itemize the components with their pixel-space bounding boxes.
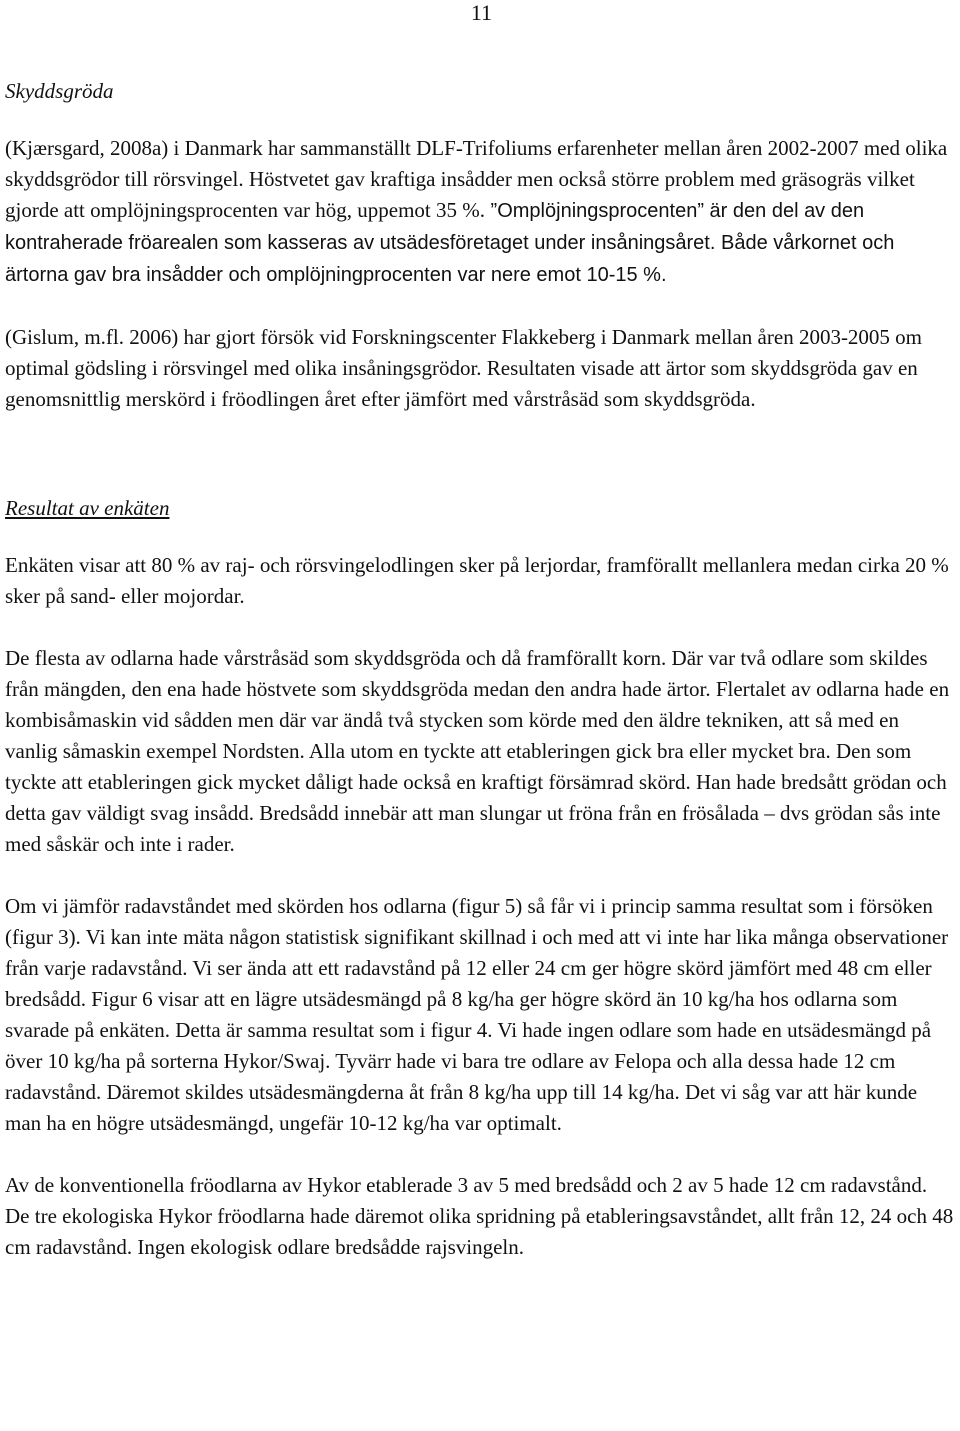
- paragraph-kjaersgard-sans: ”Omplöjningsprocenten” är den del av den kontraherade fröarealen som kasseras av utsädesföretaget under insåningsåret. Både vårkornet och ärtorna gav bra insådder och omplöjningprocenten var nere emot 10-15 %.: [5, 200, 895, 286]
- paragraph-kjaersgard-serif: (Kjærsgard, 2008a) i Danmark har sammanställt DLF-Trifoliums erfarenheter mellan åren 2002-2007 med olika skyddsgrödor till rörsvingel. Höstvetet gav kraftiga insådder men också större problem med gräsogräs vilket gjorde att omplöjningsprocenten var hög, uppemot 35 %.: [5, 136, 948, 222]
- page-number: 11: [470, 0, 492, 25]
- paragraph-radavstand: Om vi jämför radavståndet med skörden hos odlarna (figur 5) så får vi i princip samma resultat som i försöken (figur 3). Vi kan inte mäta någon statistisk signifikant skillnad i och med att vi inte har lika många observationer från varje radavstånd. Vi ser ända att ett radavstånd på 12 eller 24 cm ger högre skörd jämfört med 48 cm eller bredsådd. Figur 6 visar att en lägre utsädesmängd på 8 kg/ha ger högre skörd än 10 kg/ha hos odlarna som svarade på enkäten. Detta är samma resultat som i figur 4. Vi hade ingen odlare som hade en utsädesmängd på över 10 kg/ha på sorterna Hykor/Swaj. Tyvärr hade vi bara tre odlare av Felopa och alla dessa hade 12 cm radavstånd. Däremot skildes utsädesmängderna åt från 8 kg/ha upp till 14 kg/ha. Det vi såg var att här kunde man ha en högre utsädesmängd, ungefär 10-12 kg/ha var optimalt.: [5, 894, 949, 1135]
- section-heading-skyddsgroda: Skyddsgröda: [5, 79, 114, 103]
- paragraph-kjaersgard: [5, 133, 955, 291]
- section-heading-resultat: Resultat av enkäten: [5, 496, 170, 520]
- paragraph-skyddsgroda-odlare: De flesta av odlarna hade vårstråsäd som skyddsgröda och då framförallt korn. Där var två odlare som skildes från mängden, den ena hade höstvete som skyddsgröda medan den andra hade ärtor. Flertalet av odlarna hade en kombisåmaskin vid sådden men där var ändå två stycken som körde med den äldre tekniken, att så med en vanlig såmaskin exempel Nordsten. Alla utom en tyckte att etableringen gick bra eller mycket bra. Den som tyckte att etableringen gick mycket dåligt hade också en kraftigt försämrad skörd. Han hade bredsått grödan och detta gav väldigt svag insådd. Bredsådd innebär att man slungar ut fröna från en frösålada – dvs grödan sås inte med såskär och inte i rader.: [5, 646, 950, 856]
- paragraph-konventionella: Av de konventionella fröodlarna av Hykor etablerade 3 av 5 med bredsådd och 2 av 5 hade 12 cm radavstånd. De tre ekologiska Hykor fröodlarna hade däremot olika spridning på etableringsavståndet, allt från 12, 24 och 48 cm radavstånd. Ingen ekologisk odlare bredsådde rajsvingeln.: [5, 1173, 954, 1259]
- paragraph-gislum: (Gislum, m.fl. 2006) har gjort försök vid Forskningscenter Flakkeberg i Danmark mellan åren 2003-2005 om optimal gödsling i rörsvingel med olika insåningsgrödor. Resultaten visade att ärtor som skyddsgröda gav en genomsnittlig merskörd i fröodlingen året efter jämfört med vårstråsäd som skyddsgröda.: [5, 325, 923, 411]
- document-body: [5, 76, 955, 1294]
- paragraph-enkaten: Enkäten visar att 80 % av raj- och rörsvingelodlingen sker på lerjordar, framförallt mellanlera medan cirka 20 % sker på sand- eller mojordar.: [5, 553, 949, 608]
